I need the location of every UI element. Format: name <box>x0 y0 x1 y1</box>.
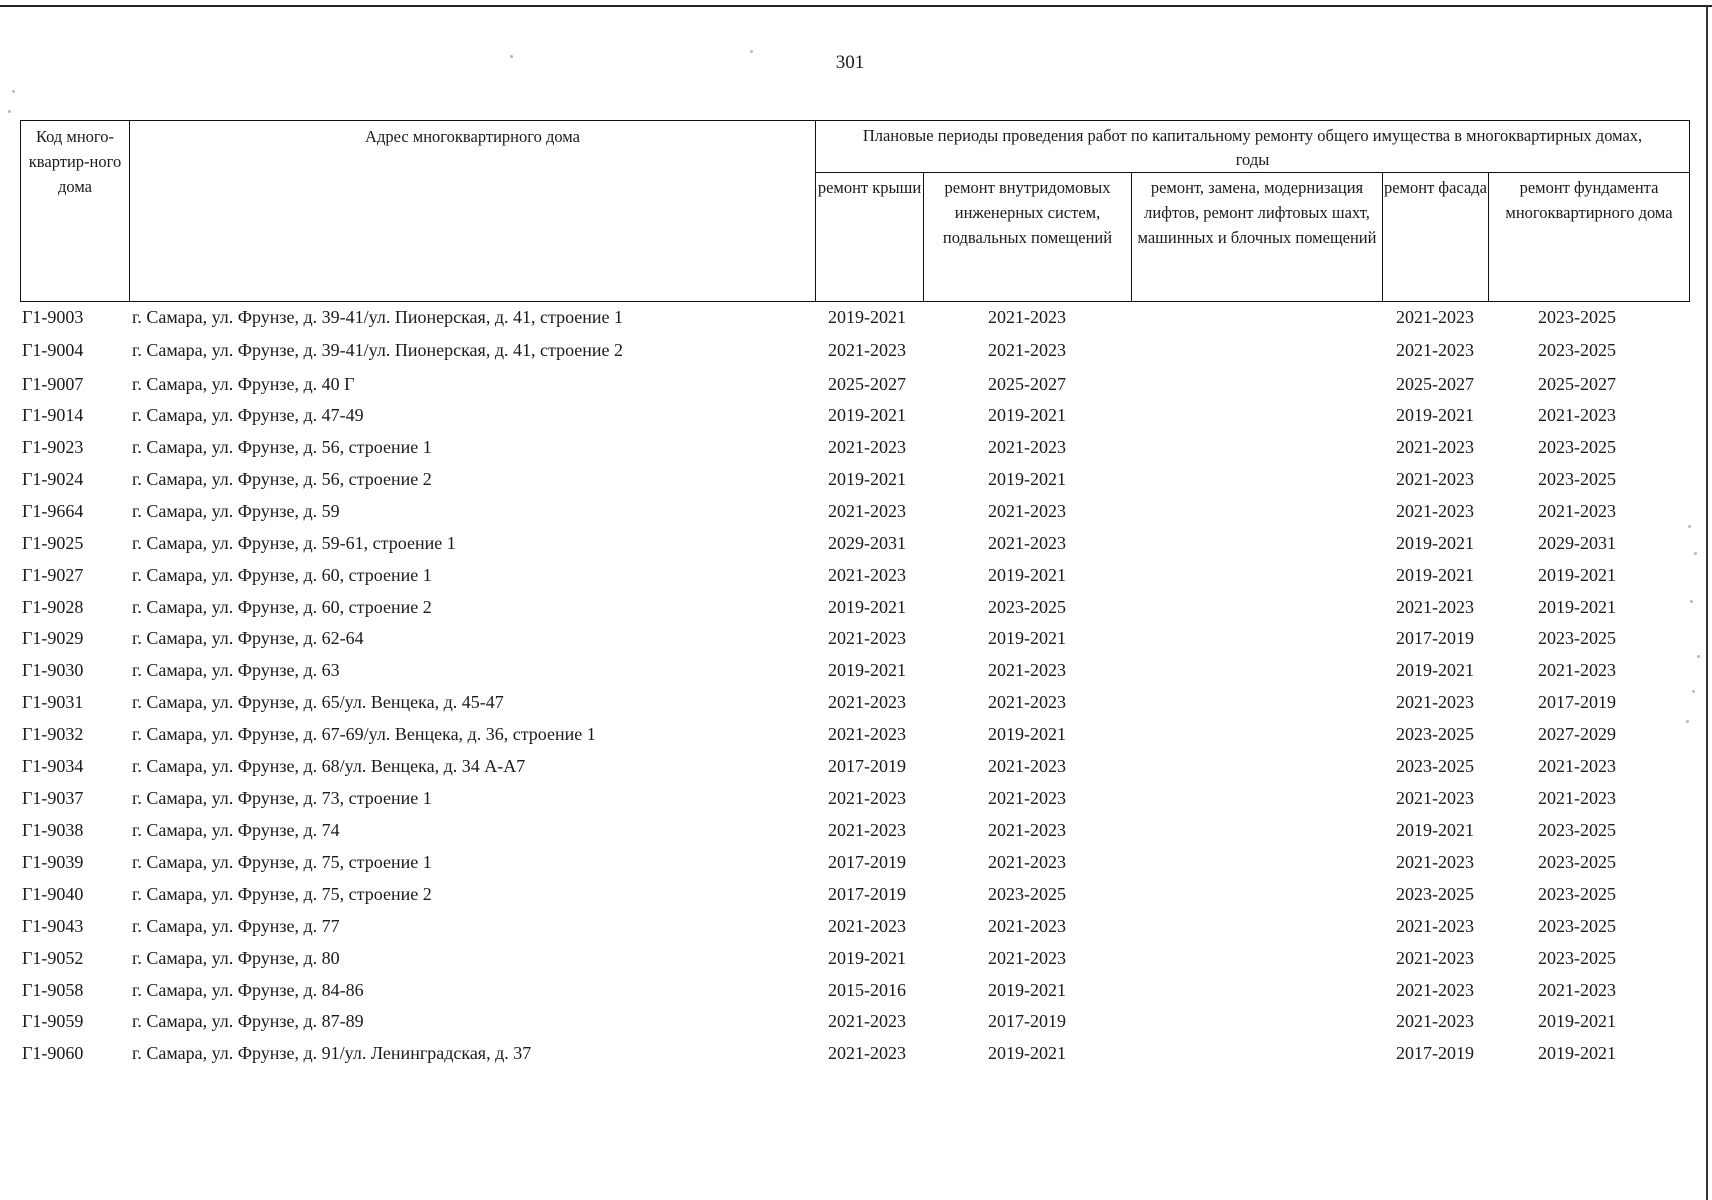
table-row <box>0 720 1700 748</box>
row-code: Г1-9052 <box>22 948 84 968</box>
row-address: г. Самара, ул. Фрунзе, д. 60, строение 1 <box>132 565 432 585</box>
row-facade: 2021-2023 <box>1396 307 1474 327</box>
row-code: Г1-9039 <box>22 852 84 872</box>
row-roof: 2019-2021 <box>828 660 906 680</box>
row-address: г. Самара, ул. Фрунзе, д. 87-89 <box>132 1011 364 1031</box>
row-roof: 2021-2023 <box>828 916 906 936</box>
row-facade: 2019-2021 <box>1396 565 1474 585</box>
table-row <box>0 688 1700 716</box>
table-row <box>0 497 1700 525</box>
row-roof: 2021-2023 <box>828 788 906 808</box>
row-address: г. Самара, ул. Фрунзе, д. 47-49 <box>132 405 364 425</box>
row-code: Г1-9032 <box>22 724 84 744</box>
scan-speck <box>510 55 513 58</box>
row-facade: 2023-2025 <box>1396 884 1474 904</box>
row-roof: 2019-2021 <box>828 405 906 425</box>
table-row <box>0 561 1700 589</box>
row-engineering: 2017-2019 <box>988 1011 1066 1031</box>
table-row <box>0 848 1700 876</box>
row-foundation: 2023-2025 <box>1538 340 1616 360</box>
row-foundation: 2019-2021 <box>1538 1043 1616 1063</box>
table-row <box>0 624 1700 652</box>
table-row <box>0 370 1700 398</box>
table-row <box>0 433 1700 461</box>
row-foundation: 2021-2023 <box>1538 980 1616 1000</box>
row-roof: 2025-2027 <box>828 374 906 394</box>
row-roof: 2021-2023 <box>828 1011 906 1031</box>
row-facade: 2017-2019 <box>1396 628 1474 648</box>
row-code: Г1-9043 <box>22 916 84 936</box>
scan-speck <box>1686 720 1689 723</box>
row-facade: 2021-2023 <box>1396 980 1474 1000</box>
scan-speck <box>1694 552 1697 555</box>
row-foundation: 2023-2025 <box>1538 948 1616 968</box>
row-code: Г1-9023 <box>22 437 84 457</box>
row-roof: 2021-2023 <box>828 724 906 744</box>
row-engineering: 2019-2021 <box>988 1043 1066 1063</box>
table-row <box>0 336 1700 364</box>
row-code: Г1-9004 <box>22 340 84 360</box>
row-roof: 2021-2023 <box>828 820 906 840</box>
row-address: г. Самара, ул. Фрунзе, д. 59-61, строение 1 <box>132 533 456 553</box>
row-foundation: 2023-2025 <box>1538 307 1616 327</box>
header-address: Адрес многоквартирного дома <box>130 121 816 301</box>
table-row <box>0 816 1700 844</box>
row-roof: 2015-2016 <box>828 980 906 1000</box>
row-roof: 2029-2031 <box>828 533 906 553</box>
row-foundation: 2019-2021 <box>1538 565 1616 585</box>
row-foundation: 2025-2027 <box>1538 374 1616 394</box>
row-facade: 2025-2027 <box>1396 374 1474 394</box>
row-engineering: 2021-2023 <box>988 533 1066 553</box>
row-address: г. Самара, ул. Фрунзе, д. 56, строение 2 <box>132 469 432 489</box>
row-foundation: 2023-2025 <box>1538 437 1616 457</box>
row-engineering: 2021-2023 <box>988 948 1066 968</box>
scan-speck <box>1688 525 1691 528</box>
row-address: г. Самара, ул. Фрунзе, д. 56, строение 1 <box>132 437 432 457</box>
row-address: г. Самара, ул. Фрунзе, д. 74 <box>132 820 340 840</box>
row-roof: 2019-2021 <box>828 948 906 968</box>
row-facade: 2019-2021 <box>1396 660 1474 680</box>
row-engineering: 2023-2025 <box>988 884 1066 904</box>
row-facade: 2021-2023 <box>1396 340 1474 360</box>
row-roof: 2017-2019 <box>828 756 906 776</box>
row-address: г. Самара, ул. Фрунзе, д. 40 Г <box>132 374 355 394</box>
row-engineering: 2019-2021 <box>988 565 1066 585</box>
header-code: Код много-квартир-ного дома <box>21 121 130 301</box>
row-foundation: 2021-2023 <box>1538 756 1616 776</box>
row-code: Г1-9003 <box>22 307 84 327</box>
row-foundation: 2019-2021 <box>1538 1011 1616 1031</box>
row-roof: 2021-2023 <box>828 340 906 360</box>
row-address: г. Самара, ул. Фрунзе, д. 39-41/ул. Пионерская, д. 41, строение 1 <box>132 307 624 327</box>
row-roof: 2019-2021 <box>828 469 906 489</box>
row-address: г. Самара, ул. Фрунзе, д. 77 <box>132 916 340 936</box>
row-code: Г1-9038 <box>22 820 84 840</box>
row-engineering: 2025-2027 <box>988 374 1066 394</box>
row-facade: 2019-2021 <box>1396 405 1474 425</box>
row-code: Г1-9037 <box>22 788 84 808</box>
row-address: г. Самара, ул. Фрунзе, д. 59 <box>132 501 340 521</box>
row-code: Г1-9664 <box>22 501 84 521</box>
row-engineering: 2019-2021 <box>988 469 1066 489</box>
row-foundation: 2029-2031 <box>1538 533 1616 553</box>
row-facade: 2021-2023 <box>1396 501 1474 521</box>
row-code: Г1-9034 <box>22 756 84 776</box>
row-address: г. Самара, ул. Фрунзе, д. 67-69/ул. Венцека, д. 36, строение 1 <box>132 724 596 744</box>
table-row <box>0 912 1700 940</box>
row-engineering: 2021-2023 <box>988 820 1066 840</box>
row-foundation: 2023-2025 <box>1538 469 1616 489</box>
row-address: г. Самара, ул. Фрунзе, д. 80 <box>132 948 340 968</box>
row-foundation: 2021-2023 <box>1538 501 1616 521</box>
row-roof: 2019-2021 <box>828 597 906 617</box>
row-roof: 2019-2021 <box>828 307 906 327</box>
table-row <box>0 529 1700 557</box>
row-foundation: 2017-2019 <box>1538 692 1616 712</box>
row-engineering: 2021-2023 <box>988 756 1066 776</box>
row-engineering: 2021-2023 <box>988 437 1066 457</box>
row-code: Г1-9058 <box>22 980 84 1000</box>
row-foundation: 2023-2025 <box>1538 852 1616 872</box>
row-address: г. Самара, ул. Фрунзе, д. 73, строение 1 <box>132 788 432 808</box>
row-code: Г1-9059 <box>22 1011 84 1031</box>
row-roof: 2021-2023 <box>828 692 906 712</box>
row-foundation: 2023-2025 <box>1538 884 1616 904</box>
table-row <box>0 465 1700 493</box>
row-facade: 2023-2025 <box>1396 724 1474 744</box>
table-row <box>0 1007 1700 1035</box>
row-engineering: 2021-2023 <box>988 660 1066 680</box>
row-engineering: 2021-2023 <box>988 852 1066 872</box>
table-row <box>0 656 1700 684</box>
table-row <box>0 944 1700 972</box>
table-row <box>0 976 1700 1004</box>
row-roof: 2017-2019 <box>828 884 906 904</box>
row-facade: 2023-2025 <box>1396 756 1474 776</box>
row-engineering: 2019-2021 <box>988 405 1066 425</box>
header-engineering: ремонт внутридомовых инженерных систем, подвальных помещений <box>924 173 1132 301</box>
row-foundation: 2021-2023 <box>1538 660 1616 680</box>
row-foundation: 2023-2025 <box>1538 916 1616 936</box>
scan-speck <box>1692 690 1695 693</box>
row-roof: 2017-2019 <box>828 852 906 872</box>
scan-speck <box>1697 655 1700 658</box>
row-code: Г1-9040 <box>22 884 84 904</box>
row-address: г. Самара, ул. Фрунзе, д. 75, строение 1 <box>132 852 432 872</box>
row-roof: 2021-2023 <box>828 501 906 521</box>
row-engineering: 2021-2023 <box>988 501 1066 521</box>
row-address: г. Самара, ул. Фрунзе, д. 65/ул. Венцека, д. 45-47 <box>132 692 504 712</box>
row-code: Г1-9024 <box>22 469 84 489</box>
row-code: Г1-9030 <box>22 660 84 680</box>
scan-speck <box>1690 600 1693 603</box>
row-address: г. Самара, ул. Фрунзе, д. 39-41/ул. Пионерская, д. 41, строение 2 <box>132 340 624 360</box>
row-roof: 2021-2023 <box>828 628 906 648</box>
row-code: Г1-9027 <box>22 565 84 585</box>
row-foundation: 2027-2029 <box>1538 724 1616 744</box>
row-foundation: 2023-2025 <box>1538 628 1616 648</box>
row-address: г. Самара, ул. Фрунзе, д. 75, строение 2 <box>132 884 432 904</box>
table-row <box>0 1039 1700 1067</box>
table-row <box>0 880 1700 908</box>
row-roof: 2021-2023 <box>828 565 906 585</box>
row-engineering: 2021-2023 <box>988 340 1066 360</box>
header-planned-periods: Плановые периоды проведения работ по капитальному ремонту общего имущества в многоквартирных домах, годы <box>816 121 1689 173</box>
scan-speck <box>12 90 15 93</box>
row-engineering: 2019-2021 <box>988 980 1066 1000</box>
row-foundation: 2021-2023 <box>1538 405 1616 425</box>
row-facade: 2021-2023 <box>1396 916 1474 936</box>
row-facade: 2021-2023 <box>1396 852 1474 872</box>
header-elevators: ремонт, замена, модернизация лифтов, ремонт лифтовых шахт, машинных и блочных помещений <box>1132 173 1383 301</box>
header-facade: ремонт фасада <box>1383 173 1489 301</box>
scan-speck <box>8 110 11 113</box>
right-border-line <box>1706 5 1708 1200</box>
table-row <box>0 784 1700 812</box>
row-code: Г1-9029 <box>22 628 84 648</box>
row-engineering: 2019-2021 <box>988 724 1066 744</box>
row-code: Г1-9014 <box>22 405 84 425</box>
row-address: г. Самара, ул. Фрунзе, д. 63 <box>132 660 340 680</box>
row-facade: 2019-2021 <box>1396 533 1474 553</box>
row-engineering: 2021-2023 <box>988 916 1066 936</box>
row-address: г. Самара, ул. Фрунзе, д. 91/ул. Ленинградская, д. 37 <box>132 1043 532 1063</box>
row-roof: 2021-2023 <box>828 1043 906 1063</box>
row-address: г. Самара, ул. Фрунзе, д. 68/ул. Венцека, д. 34 А-А7 <box>132 756 526 776</box>
row-engineering: 2019-2021 <box>988 628 1066 648</box>
row-facade: 2021-2023 <box>1396 437 1474 457</box>
row-foundation: 2023-2025 <box>1538 820 1616 840</box>
top-border-line <box>0 5 1712 7</box>
row-code: Г1-9031 <box>22 692 84 712</box>
row-engineering: 2021-2023 <box>988 788 1066 808</box>
row-code: Г1-9025 <box>22 533 84 553</box>
row-code: Г1-9028 <box>22 597 84 617</box>
row-foundation: 2021-2023 <box>1538 788 1616 808</box>
row-foundation: 2019-2021 <box>1538 597 1616 617</box>
row-facade: 2017-2019 <box>1396 1043 1474 1063</box>
row-roof: 2021-2023 <box>828 437 906 457</box>
row-facade: 2021-2023 <box>1396 788 1474 808</box>
row-facade: 2021-2023 <box>1396 1011 1474 1031</box>
row-engineering: 2021-2023 <box>988 692 1066 712</box>
row-address: г. Самара, ул. Фрунзе, д. 84-86 <box>132 980 364 1000</box>
row-engineering: 2023-2025 <box>988 597 1066 617</box>
row-facade: 2021-2023 <box>1396 597 1474 617</box>
row-facade: 2021-2023 <box>1396 948 1474 968</box>
row-address: г. Самара, ул. Фрунзе, д. 60, строение 2 <box>132 597 432 617</box>
row-facade: 2021-2023 <box>1396 469 1474 489</box>
header-foundation: ремонт фундамента многоквартирного дома <box>1505 178 1673 222</box>
table-row <box>0 593 1700 621</box>
row-facade: 2019-2021 <box>1396 820 1474 840</box>
table-row <box>0 401 1700 429</box>
row-facade: 2021-2023 <box>1396 692 1474 712</box>
header-roof: ремонт крыши <box>816 173 924 301</box>
table-row <box>0 752 1700 780</box>
row-code: Г1-9007 <box>22 374 84 394</box>
table-header <box>20 120 1690 302</box>
page-number: 301 <box>835 52 865 73</box>
row-address: г. Самара, ул. Фрунзе, д. 62-64 <box>132 628 364 648</box>
table-row <box>0 303 1700 331</box>
row-engineering: 2021-2023 <box>988 307 1066 327</box>
row-code: Г1-9060 <box>22 1043 84 1063</box>
scan-speck <box>750 50 753 53</box>
